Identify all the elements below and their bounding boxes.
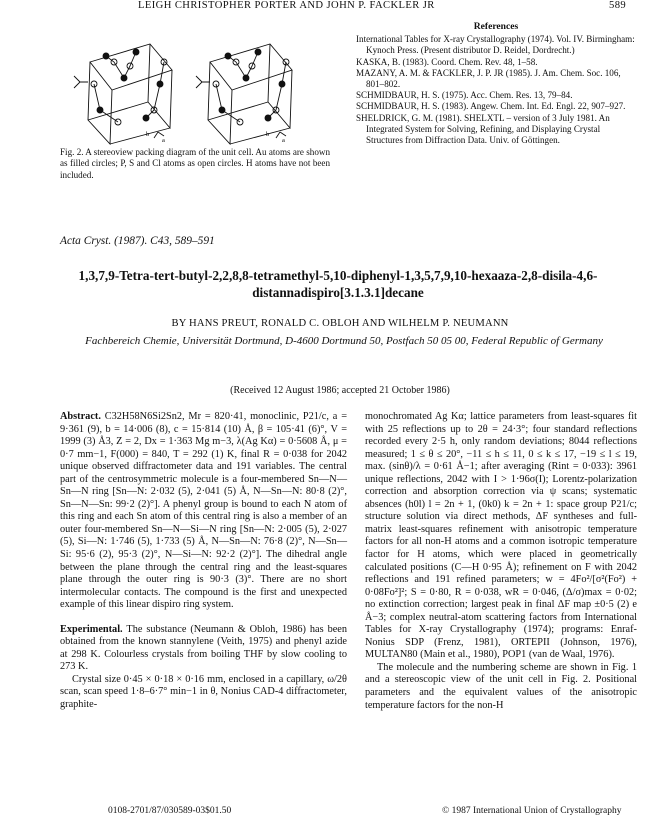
refinement-paragraph: monochromated Ag Kα; lattice parameters from least-squares fit with 25 reflections up to 2θ = 24·3°; four standard reflections recorded every 2·5 h, only random deviations; 8044 reflections measured; 1 ≤ θ ≤ 20°, −11 ≤ h ≤ 11, 0 ≤ k ≤ 17, −19 ≤ l ≤ 19, max. (sinθ)/λ = 0·61 Å−1; after averaging (Rint = 0·033): 3961 unique reflections, 2042 with I > 1·96σ(I); Lorentz-polarization correction and absorption correction via ψ scans; systematic absences (h0l) l = 2n + 1, (0k0) k = 2n + 1: space group P21/c; structure solution via direct methods, ΔF syntheses and full-matrix least-squares refinement with anisotropic temperature factors for all non-H atoms and a common isotropic temperature factor for H atoms, which were placed in geometrically calculated positions (C—H 0·95 Å); refinement on F with 2042 reflections and 191 refined parameters; w = 4Fo²/[σ²(Fo²) + 0·08Fo²]²; S = 0·80, R = 0·038, wR = 0·046, (Δ/σ)max = 0·02; no extinction correction; largest peak in final ΔF map ±0·5 (2) e Å−3; complex neutral-atom scattering factors from International Tables for X-ray Crystallography (1974); programs: Enraf-Nonius SDP (Frenz, 1981), ORTEPII (Johnson, 1976), MULTAN80 (Main et al., 1980), POP1 (van de Waal, 1976). (365, 411, 637, 661)
reference-item: International Tables for X-ray Crystallography (1974). Vol. IV. Birmingham: Kynoch Press. (Present distributor D. Reidel, Dordrecht.) (356, 34, 635, 56)
footer-copyright: © 1987 International Union of Crystallography (442, 806, 622, 816)
experimental-paragraph (60, 624, 347, 674)
reference-item: SCHMIDBAUR, H. S. (1975). Acc. Chem. Res. 13, 79–84. (356, 90, 573, 101)
axis-label-b-left: b (146, 131, 150, 138)
article-authors: BY HANS PREUT, RONALD C. OBLOH AND WILHELM P. NEUMANN (171, 318, 509, 329)
experimental-text: The substance (Neumann & Obloh, 1986) has been obtained from the known stannylene (Veith, 1975) and phenyl azide at 298 K. Colourless crystals from boiling THF by slow cooling to 273 K. (60, 623, 348, 673)
reference-item: SCHMIDBAUR, H. S. (1983). Angew. Chem. Int. Ed. Engl. 22, 907–927. (356, 101, 626, 112)
article-affiliation: Fachbereich Chemie, Universität Dortmund, D-4600 Dortmund 50, Postfach 50 05 00, Federal Republic of Germany (85, 335, 603, 347)
abstract-text: C32H58N6Si2Sn2, Mr = 820·41, monoclinic, P21/c, a = 9·361 (9), b = 14·006 (8), c = 15·814 (10) Å, β = 105·41 (6)°, V = 1999 (3) Å3, Z = 2, Dx = 1·363 Mg m−3, λ(Ag Kα) = 0·5608 Å, μ = 0·7 mm−1, F(000) = 840, T = 292 (1) K, final R = 0·038 for 2042 unique observed diffractometer data and 191 variables. The central part of the centrosymmetric molecule is a four-membered Sn—N—Sn—N ring [Sn—N: 2·032 (5), 2·041 (5) Å, N—Sn—N: 80·8 (2)°, Sn—N—Sn: 99·2 (2)°]. A phenyl group is bound to each N atom of this ring and each Sn atom of this central ring is also a member of an outer four-membered Sn—N—Si—N ring [Sn—N: 2·005 (5), 2·027 (5), Si—N: 1·746 (5), 1·733 (5) Å, N—Sn—N: 76·8 (2)°, N—Sn—Si: 95·6 (2), 95·3 (2)°, N—Si—N: 92·2 (2)°]. The dihedral angle between the plane through the central ring and the least-squares plane through the outer ring is 90·3 (3)°. There are no short intermolecular contacts. The compound is the first and unexpected example of this linear dispiro ring system. (60, 411, 347, 611)
axis-label-a-left: a (162, 137, 165, 144)
right-column (365, 411, 637, 712)
figure-caption: Fig. 2. A stereoview packing diagram of the unit cell. Au atoms are shown as filled circles; P, S and Cl atoms as open circles. H atoms have not been included. (60, 147, 330, 180)
stereo-right-cell (196, 44, 292, 144)
axis-label-a-right: a (282, 137, 285, 144)
running-title: LEIGH CHRISTOPHER PORTER AND JOHN P. FACKLER JR (138, 0, 435, 11)
received-dates: (Received 12 August 1986; accepted 21 October 1986) (230, 385, 450, 396)
stereo-left-cell (74, 44, 172, 144)
page-number: 589 (609, 0, 627, 11)
axis-label-b-right: b (266, 131, 270, 138)
crystal-paragraph: Crystal size 0·45 × 0·18 × 0·16 mm, enclosed in a capillary, ω/2θ scan, scan speed 1·8–6·7° min−1 in θ, Nonius CAD-4 diffractometer, graphite- (60, 673, 347, 711)
stereoview-figure (60, 22, 308, 150)
abstract-label: Abstract. (60, 411, 101, 422)
experimental-label: Experimental. (60, 623, 123, 635)
reference-item: KASKA, B. (1983). Coord. Chem. Rev. 48, 1–58. (356, 56, 538, 67)
molecule-paragraph: The molecule and the numbering scheme are shown in Fig. 1 and a stereoscopic view of the unit cell in Fig. 2. Positional parameters and the equivalent values of the anisotropic temperature factors for the non-H (365, 661, 637, 711)
left-column (60, 411, 347, 712)
running-header (0, 0, 650, 14)
references-heading: References (473, 21, 519, 32)
abstract-paragraph (60, 411, 347, 612)
article-title: 1,3,7,9-Tetra-tert-butyl-2,2,8,8-tetramethyl-5,10-diphenyl-1,3,5,7,9,10-hexaaza-2,8-disila-4,6-distannadispiro[3.1.3.1]decane (78, 268, 598, 300)
footer-code: 0108-2701/87/030589-03$01.50 (108, 806, 232, 816)
journal-citation: Acta Cryst. (1987). C43, 589–591 (60, 235, 215, 247)
reference-item: MAZANY, A. M. & FACKLER, J. P. JR (1985). J. Am. Chem. Soc. 106, 801–802. (356, 67, 621, 90)
reference-item: SHELDRICK, G. M. (1981). SHELXTL – version of 3 July 1981. An Integrated System for Solving, Refining, and Displaying Crystal Structures from Diffraction Data. Univ. of Göttingen. (356, 112, 610, 146)
references-section (356, 21, 636, 146)
